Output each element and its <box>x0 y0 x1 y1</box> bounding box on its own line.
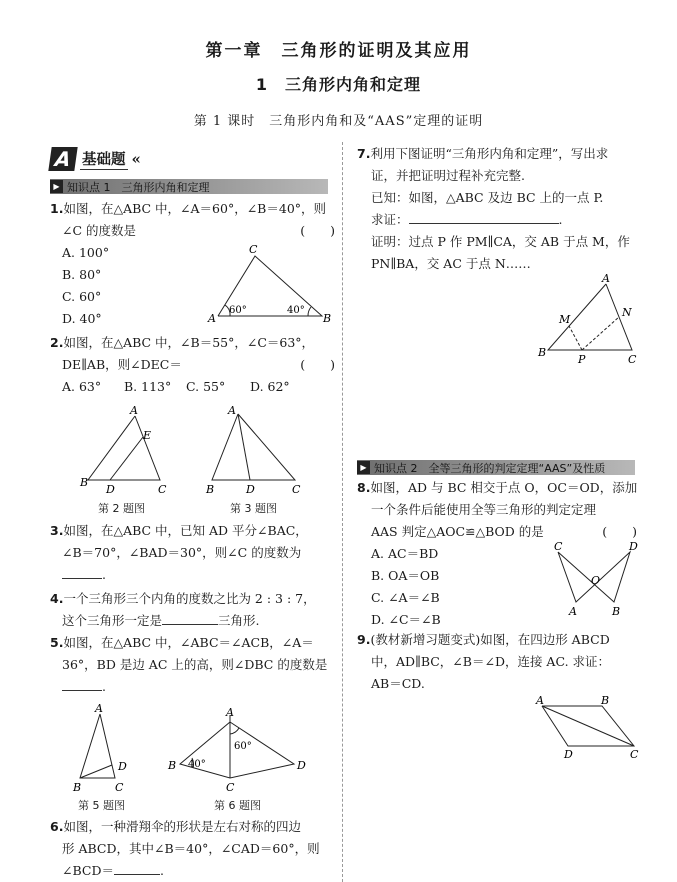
q1-paren: ( ) <box>300 223 335 238</box>
q1-angle-40: 40° <box>287 305 305 316</box>
q8-option-b: B. OA＝OB <box>371 568 440 583</box>
q5-line2: 36°，BD 是边 AC 上的高，则∠DBC 的度数是 <box>62 657 328 672</box>
q6-line2: 形 ABCD，其中∠B＝40°，∠CAD＝60°，则 <box>62 841 320 856</box>
question-6 <box>50 816 335 882</box>
q2-label-b: B <box>80 476 89 489</box>
q6-label-a: A <box>226 706 234 719</box>
q2-paren: ( ) <box>300 357 335 372</box>
triangle-icon: ▶ <box>357 461 370 474</box>
q4-number: 4. <box>50 591 64 606</box>
q5-answer-blank[interactable] <box>62 677 102 691</box>
q6-end: . <box>159 863 164 878</box>
q5-label-b: B <box>73 781 82 794</box>
q9-label-a: A <box>536 694 544 707</box>
question-7 <box>357 143 647 275</box>
q1-number: 1. <box>50 201 64 216</box>
q7-label-n: N <box>622 306 632 319</box>
caption-q5: 第 5 题图 <box>78 799 125 812</box>
q8-label-c: C <box>554 540 563 553</box>
q8-line2: 一个条件后能使用全等三角形的判定定理 <box>371 502 597 517</box>
q1-angle-60: 60° <box>229 305 247 316</box>
q4-line1: 一个三角形三个内角的度数之比为 2 : 3 : 7， <box>63 591 316 606</box>
q4-end: 三角形. <box>218 613 260 628</box>
q3-label-c: C <box>292 483 301 496</box>
q6-number: 6. <box>50 819 64 834</box>
q3-label-b: B <box>206 483 215 496</box>
q9-label-d: D <box>564 748 573 761</box>
q3-label-a: A <box>228 404 236 417</box>
q7-line5: 证明：过点 P 作 PM∥CA，交 AB 于点 M，作 <box>371 234 630 249</box>
q1-option-d: D. 40° <box>62 311 102 326</box>
section-title: 1 三角形内角和定理 <box>255 75 422 94</box>
q7-label-c: C <box>628 353 637 366</box>
q1-line2: ∠C 的度数是 <box>62 223 137 238</box>
lesson-title: 第 1 课时 三角形内角和及“AAS”定理的证明 <box>193 114 484 129</box>
q1-label-c: C <box>249 243 258 256</box>
caption-q6: 第 6 题图 <box>214 799 261 812</box>
q1-option-c: C. 60° <box>62 289 102 304</box>
q7-line4: 求证： <box>371 212 409 227</box>
question-5 <box>50 632 335 698</box>
q2-option-c: C. 55° <box>186 379 226 394</box>
q2-label-e: E <box>143 429 152 442</box>
q1-option-a: A. 100° <box>62 245 110 260</box>
figure-q7 <box>536 274 646 366</box>
q7-label-a: A <box>602 272 610 285</box>
kp1-text: 知识点 1 三角形内角和定理 <box>67 180 210 194</box>
q6-angle-40: 40° <box>188 759 206 770</box>
q2-option-a: A. 63° <box>62 379 102 394</box>
basic-letter: A <box>48 147 77 171</box>
q6-angle-60: 60° <box>234 741 252 752</box>
question-3 <box>50 520 335 586</box>
caption-q3: 第 3 题图 <box>230 502 277 515</box>
q8-label-d: D <box>629 540 638 553</box>
q8-option-d: D. ∠C＝∠B <box>371 612 441 627</box>
q2-label-d: D <box>106 483 115 496</box>
chapter-title: 第一章 三角形的证明及其应用 <box>205 41 472 61</box>
q7-label-b: B <box>538 346 547 359</box>
q8-line3: AAS 判定△AOC≌△BOD 的是 <box>371 524 544 539</box>
basic-label: 基础题 <box>80 148 128 170</box>
q6-label-d: D <box>297 759 306 772</box>
q3-line2: ∠B＝70°，∠BAD＝30°，则∠C 的度数为 <box>62 545 302 560</box>
q8-line1: 如图，AD 与 BC 相交于点 O，OC＝OD，添加 <box>370 480 638 495</box>
q6-line3: ∠BCD＝ <box>62 863 114 878</box>
q7-number: 7. <box>357 146 371 161</box>
q7-answer-blank[interactable] <box>409 210 559 224</box>
q9-label-b: B <box>601 694 610 707</box>
q1-label-b: B <box>323 312 332 325</box>
triangle-icon: ▶ <box>50 180 63 193</box>
q7-label-p: P <box>578 353 586 366</box>
q5-number: 5. <box>50 635 64 650</box>
q2-line2: DE∥AB，则∠DEC＝ <box>62 357 182 372</box>
q1-line1: 如图，在△ABC 中，∠A＝60°，∠B＝40°，则 <box>63 201 327 216</box>
q4-line2: 这个三角形一定是 <box>62 613 163 628</box>
basic-heading <box>50 146 141 172</box>
q7-line1: 利用下图证明“三角形内角和定理”，写出求 <box>370 146 609 161</box>
q7-label-m: M <box>559 313 571 326</box>
caption-q2: 第 2 题图 <box>98 502 145 515</box>
q8-label-a: A <box>569 605 577 618</box>
q8-paren: ( ) <box>602 524 637 539</box>
figure-q2 <box>80 404 180 496</box>
q2-label-a: A <box>130 404 138 417</box>
q7-line6: PN∥BA，交 AC 于点 N…… <box>371 256 531 271</box>
question-2 <box>50 332 335 398</box>
q7-end: . <box>558 212 563 227</box>
q8-option-a: A. AC＝BD <box>371 546 439 561</box>
q5-line1: 如图，在△ABC 中，∠ABC＝∠ACB，∠A＝ <box>63 635 314 650</box>
q2-line1: 如图，在△ABC 中，∠B＝55°，∠C＝63°， <box>63 335 315 350</box>
basic-arrows-icon: « <box>131 150 141 168</box>
q9-label-c: C <box>630 748 639 761</box>
q6-label-b: B <box>168 759 177 772</box>
q3-number: 3. <box>50 523 64 538</box>
q2-option-b: B. 113° <box>124 379 172 394</box>
q9-line3: AB＝CD. <box>371 676 425 691</box>
q5-label-a: A <box>95 702 103 715</box>
figure-q6 <box>168 706 318 794</box>
knowledge-point-1 <box>50 179 328 194</box>
q8-number: 8. <box>357 480 371 495</box>
q2-number: 2. <box>50 335 64 350</box>
question-9 <box>357 629 647 695</box>
figure-q3 <box>200 404 310 496</box>
q2-option-d: D. 62° <box>250 379 290 394</box>
q3-label-d: D <box>246 483 255 496</box>
q3-answer-blank[interactable] <box>62 565 102 579</box>
q8-label-o: O <box>591 574 601 587</box>
q2-label-c: C <box>158 483 167 496</box>
q4-answer-blank[interactable] <box>162 611 218 625</box>
figure-q8 <box>548 540 644 620</box>
q8-option-c: C. ∠A＝∠B <box>371 590 440 605</box>
q8-label-b: B <box>612 605 621 618</box>
q9-line2: 中，AD∥BC，∠B＝∠D，连接 AC. 求证： <box>371 654 611 669</box>
figure-q9 <box>530 694 650 764</box>
q3-end: . <box>102 567 106 582</box>
q7-line3: 已知：如图，△ABC 及边 BC 上的一点 P. <box>371 190 604 205</box>
q5-end: . <box>102 679 106 694</box>
knowledge-point-2 <box>357 460 635 475</box>
figure-q1 <box>200 240 340 325</box>
column-divider <box>342 142 343 882</box>
q9-line1: (教材新增习题变式)如图，在四边形 ABCD <box>370 632 610 647</box>
question-4 <box>50 588 335 632</box>
q7-line2: 证，并把证明过程补充完整. <box>371 168 525 183</box>
q6-label-c: C <box>226 781 235 794</box>
q5-label-c: C <box>115 781 124 794</box>
q3-line1: 如图，在△ABC 中，已知 AD 平分∠BAC， <box>63 523 308 538</box>
q6-answer-blank[interactable] <box>114 861 160 875</box>
q6-line1: 如图，一种滑翔伞的形状是左右对称的四边 <box>63 819 301 834</box>
q1-label-a: A <box>208 312 216 325</box>
q1-option-b: B. 80° <box>62 267 102 282</box>
kp2-text: 知识点 2 全等三角形的判定定理“AAS”及性质 <box>374 461 606 475</box>
q9-number: 9. <box>357 632 371 647</box>
q5-label-d: D <box>118 760 127 773</box>
figure-q5 <box>70 702 140 794</box>
